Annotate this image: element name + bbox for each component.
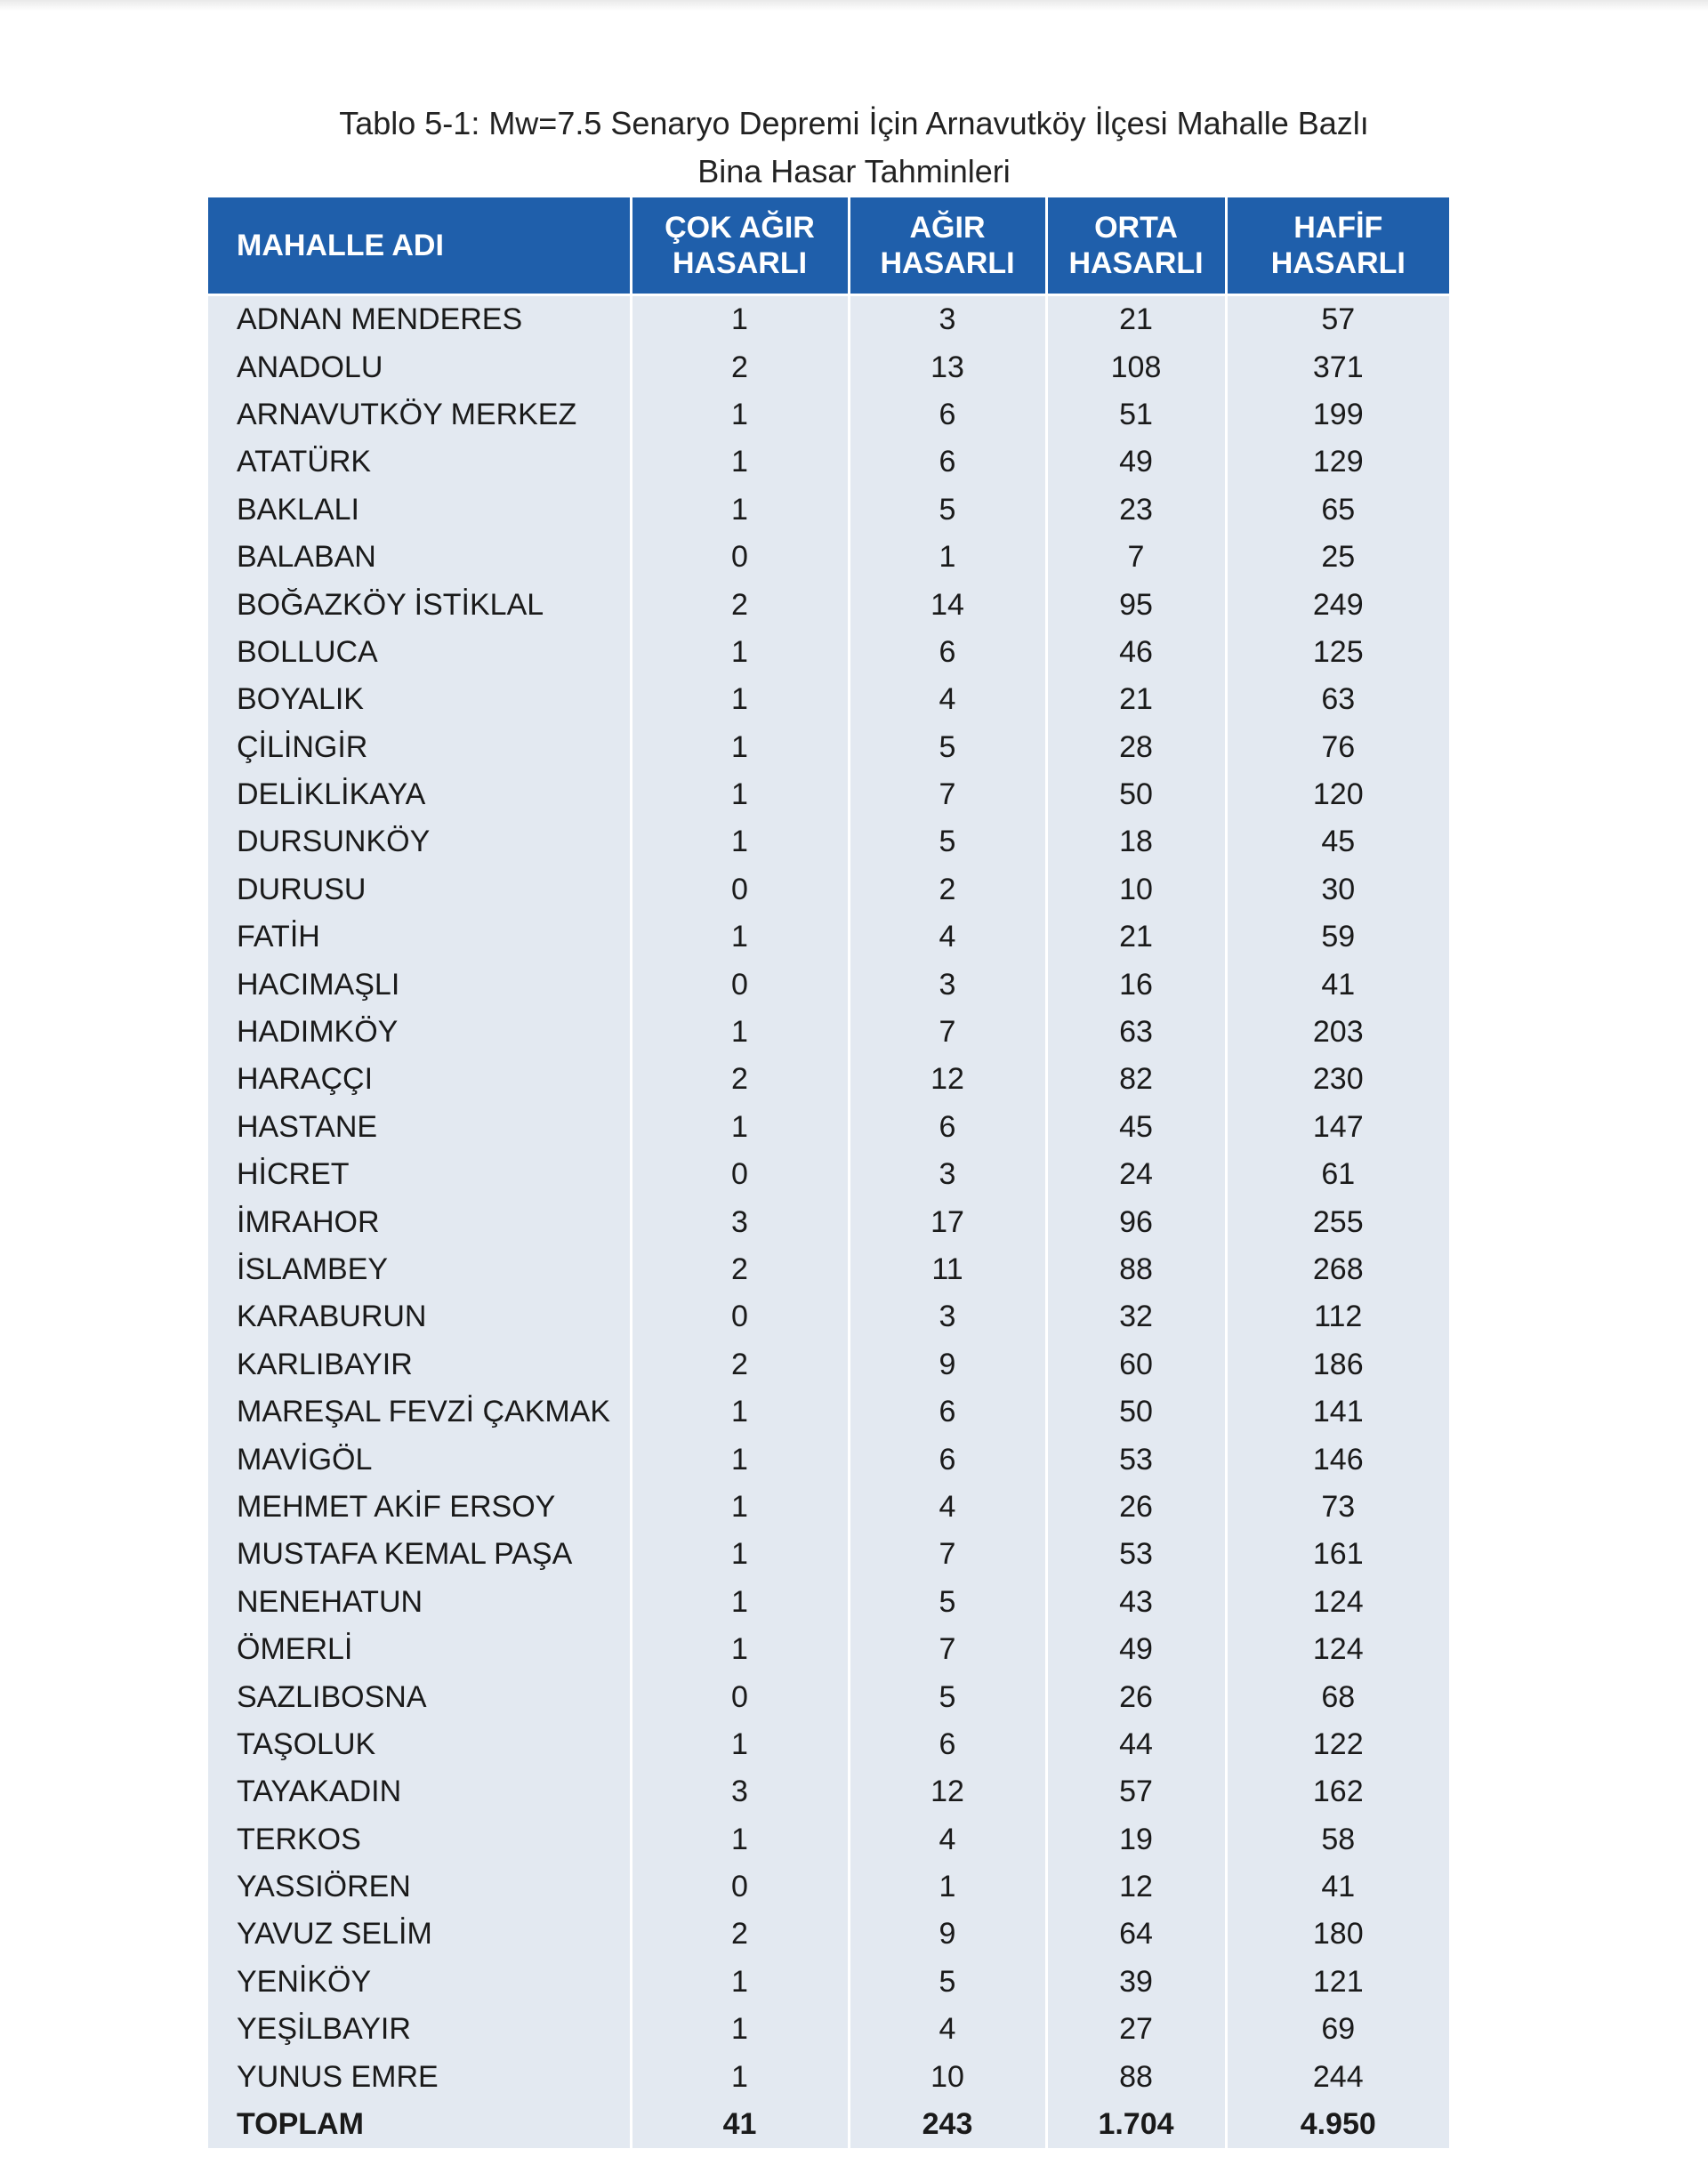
table-row	[208, 1246, 1449, 1293]
very-heavy-count: 1	[631, 1579, 849, 1626]
light-count: 122	[1226, 1721, 1449, 1768]
neighborhood-name: BOLLUCA	[208, 629, 631, 676]
heavy-count: 7	[849, 1531, 1046, 1578]
table-row	[208, 818, 1449, 865]
light-count: 180	[1226, 1911, 1449, 1958]
moderate-count: 26	[1046, 1484, 1226, 1531]
heavy-count: 5	[849, 724, 1046, 771]
header-very-heavy-damage	[631, 197, 849, 295]
very-heavy-count: 1	[631, 487, 849, 534]
table-row	[208, 1484, 1449, 1531]
very-heavy-count: 1	[631, 391, 849, 439]
very-heavy-count: 3	[631, 1768, 849, 1815]
light-count: 59	[1226, 913, 1449, 961]
table-row	[208, 1531, 1449, 1578]
heavy-count: 7	[849, 1626, 1046, 1673]
light-count: 61	[1226, 1151, 1449, 1198]
total-moderate: 1.704	[1046, 2101, 1226, 2148]
neighborhood-name: BOĞAZKÖY İSTİKLAL	[208, 581, 631, 628]
table-row	[208, 724, 1449, 771]
table-row	[208, 1293, 1449, 1340]
moderate-count: 95	[1046, 581, 1226, 628]
total-heavy: 243	[849, 2101, 1046, 2148]
heavy-count: 6	[849, 391, 1046, 439]
header-moderate-line-1: ORTA	[1094, 211, 1178, 245]
very-heavy-count: 1	[631, 913, 849, 961]
neighborhood-name: BOYALIK	[208, 676, 631, 723]
table-row	[208, 866, 1449, 913]
heavy-count: 13	[849, 343, 1046, 390]
damage-estimates-table	[208, 197, 1449, 2148]
very-heavy-count: 1	[631, 2053, 849, 2100]
light-count: 57	[1226, 295, 1449, 344]
table-row	[208, 534, 1449, 581]
table-row	[208, 961, 1449, 1008]
very-heavy-count: 1	[631, 295, 849, 344]
neighborhood-name: MAVİGÖL	[208, 1436, 631, 1483]
table-row	[208, 1104, 1449, 1151]
moderate-count: 57	[1046, 1768, 1226, 1815]
light-count: 58	[1226, 1816, 1449, 1863]
neighborhood-name: YUNUS EMRE	[208, 2053, 631, 2100]
heavy-count: 9	[849, 1911, 1046, 1958]
neighborhood-name: TAYAKADIN	[208, 1768, 631, 1815]
header-neighborhood-name: MAHALLE ADI	[208, 197, 631, 295]
neighborhood-name: NENEHATUN	[208, 1579, 631, 1626]
table-caption	[0, 100, 1708, 196]
neighborhood-name: MUSTAFA KEMAL PAŞA	[208, 1531, 631, 1578]
neighborhood-name: İMRAHOR	[208, 1198, 631, 1245]
light-count: 230	[1226, 1056, 1449, 1103]
table-row	[208, 1056, 1449, 1103]
neighborhood-name: DURSUNKÖY	[208, 818, 631, 865]
heavy-count: 12	[849, 1768, 1046, 1815]
moderate-count: 18	[1046, 818, 1226, 865]
table-row	[208, 439, 1449, 486]
light-count: 124	[1226, 1579, 1449, 1626]
very-heavy-count: 0	[631, 1151, 849, 1198]
moderate-count: 39	[1046, 1959, 1226, 2006]
heavy-count: 4	[849, 1484, 1046, 1531]
top-edge-shadow	[0, 0, 1708, 11]
heavy-count: 5	[849, 1673, 1046, 1720]
light-count: 30	[1226, 866, 1449, 913]
moderate-count: 19	[1046, 1816, 1226, 1863]
table-row	[208, 2006, 1449, 2053]
light-count: 147	[1226, 1104, 1449, 1151]
moderate-count: 44	[1046, 1721, 1226, 1768]
heavy-count: 3	[849, 961, 1046, 1008]
very-heavy-count: 1	[631, 1626, 849, 1673]
light-count: 244	[1226, 2053, 1449, 2100]
heavy-count: 6	[849, 1721, 1046, 1768]
neighborhood-name: ANADOLU	[208, 343, 631, 390]
neighborhood-name: İSLAMBEY	[208, 1246, 631, 1293]
very-heavy-count: 0	[631, 534, 849, 581]
moderate-count: 21	[1046, 295, 1226, 344]
light-count: 41	[1226, 961, 1449, 1008]
neighborhood-name: ATATÜRK	[208, 439, 631, 486]
very-heavy-count: 0	[631, 1673, 849, 1720]
header-light-line-2: HASARLI	[1270, 246, 1406, 280]
neighborhood-name: YEŞİLBAYIR	[208, 2006, 631, 2053]
very-heavy-count: 2	[631, 1056, 849, 1103]
neighborhood-name: ÖMERLİ	[208, 1626, 631, 1673]
very-heavy-count: 1	[631, 771, 849, 818]
total-very-heavy: 41	[631, 2101, 849, 2148]
moderate-count: 50	[1046, 771, 1226, 818]
heavy-count: 6	[849, 1436, 1046, 1483]
header-moderate-damage	[1046, 197, 1226, 295]
neighborhood-name: HASTANE	[208, 1104, 631, 1151]
heavy-count: 3	[849, 295, 1046, 344]
light-count: 141	[1226, 1388, 1449, 1436]
table-row	[208, 1579, 1449, 1626]
table-row	[208, 581, 1449, 628]
neighborhood-name: TAŞOLUK	[208, 1721, 631, 1768]
heavy-count: 11	[849, 1246, 1046, 1293]
very-heavy-count: 1	[631, 1484, 849, 1531]
damage-table-container	[208, 197, 1449, 2148]
light-count: 371	[1226, 343, 1449, 390]
light-count: 162	[1226, 1768, 1449, 1815]
neighborhood-name: YAVUZ SELİM	[208, 1911, 631, 1958]
light-count: 146	[1226, 1436, 1449, 1483]
light-count: 65	[1226, 487, 1449, 534]
table-body	[208, 295, 1449, 2149]
header-very-heavy-line-2: HASARLI	[672, 246, 808, 280]
moderate-count: 45	[1046, 1104, 1226, 1151]
table-row	[208, 1009, 1449, 1056]
moderate-count: 64	[1046, 1911, 1226, 1958]
neighborhood-name: BALABAN	[208, 534, 631, 581]
neighborhood-name: KARABURUN	[208, 1293, 631, 1340]
moderate-count: 12	[1046, 1863, 1226, 1911]
header-light-damage	[1226, 197, 1449, 295]
moderate-count: 49	[1046, 439, 1226, 486]
heavy-count: 4	[849, 913, 1046, 961]
caption-line-2: Bina Hasar Tahminleri	[697, 153, 1011, 189]
moderate-count: 43	[1046, 1579, 1226, 1626]
light-count: 112	[1226, 1293, 1449, 1340]
heavy-count: 6	[849, 1388, 1046, 1436]
light-count: 68	[1226, 1673, 1449, 1720]
table-row	[208, 1341, 1449, 1388]
moderate-count: 46	[1046, 629, 1226, 676]
heavy-count: 6	[849, 1104, 1046, 1151]
moderate-count: 49	[1046, 1626, 1226, 1673]
moderate-count: 23	[1046, 487, 1226, 534]
very-heavy-count: 1	[631, 2006, 849, 2053]
header-heavy-line-1: AĞIR	[909, 211, 986, 245]
table-row	[208, 1673, 1449, 1720]
neighborhood-name: DELİKLİKAYA	[208, 771, 631, 818]
light-count: 41	[1226, 1863, 1449, 1911]
moderate-count: 27	[1046, 2006, 1226, 2053]
moderate-count: 60	[1046, 1341, 1226, 1388]
neighborhood-name: YASSIÖREN	[208, 1863, 631, 1911]
moderate-count: 63	[1046, 1009, 1226, 1056]
neighborhood-name: SAZLIBOSNA	[208, 1673, 631, 1720]
header-heavy-line-2: HASARLI	[880, 246, 1015, 280]
moderate-count: 10	[1046, 866, 1226, 913]
table-row	[208, 487, 1449, 534]
very-heavy-count: 1	[631, 1388, 849, 1436]
header-very-heavy-line-1: ÇOK AĞIR	[665, 211, 815, 245]
light-count: 63	[1226, 676, 1449, 723]
very-heavy-count: 1	[631, 629, 849, 676]
moderate-count: 108	[1046, 343, 1226, 390]
heavy-count: 1	[849, 534, 1046, 581]
heavy-count: 3	[849, 1151, 1046, 1198]
heavy-count: 12	[849, 1056, 1046, 1103]
heavy-count: 14	[849, 581, 1046, 628]
table-row	[208, 1626, 1449, 1673]
very-heavy-count: 1	[631, 1816, 849, 1863]
very-heavy-count: 0	[631, 1293, 849, 1340]
very-heavy-count: 2	[631, 343, 849, 390]
heavy-count: 5	[849, 487, 1046, 534]
table-row	[208, 295, 1449, 344]
moderate-count: 53	[1046, 1436, 1226, 1483]
table-header-row	[208, 197, 1449, 295]
neighborhood-name: ADNAN MENDERES	[208, 295, 631, 344]
light-count: 199	[1226, 391, 1449, 439]
moderate-count: 24	[1046, 1151, 1226, 1198]
light-count: 249	[1226, 581, 1449, 628]
very-heavy-count: 1	[631, 1531, 849, 1578]
light-count: 186	[1226, 1341, 1449, 1388]
very-heavy-count: 1	[631, 676, 849, 723]
light-count: 45	[1226, 818, 1449, 865]
heavy-count: 9	[849, 1341, 1046, 1388]
neighborhood-name: ARNAVUTKÖY MERKEZ	[208, 391, 631, 439]
moderate-count: 16	[1046, 961, 1226, 1008]
light-count: 76	[1226, 724, 1449, 771]
neighborhood-name: YENİKÖY	[208, 1959, 631, 2006]
table-row	[208, 771, 1449, 818]
very-heavy-count: 2	[631, 1341, 849, 1388]
heavy-count: 6	[849, 629, 1046, 676]
very-heavy-count: 0	[631, 961, 849, 1008]
light-count: 203	[1226, 1009, 1449, 1056]
heavy-count: 5	[849, 1579, 1046, 1626]
header-moderate-line-2: HASARLI	[1068, 246, 1204, 280]
light-count: 69	[1226, 2006, 1449, 2053]
neighborhood-name: MEHMET AKİF ERSOY	[208, 1484, 631, 1531]
table-row	[208, 1911, 1449, 1958]
table-row	[208, 1388, 1449, 1436]
moderate-count: 82	[1046, 1056, 1226, 1103]
very-heavy-count: 1	[631, 1009, 849, 1056]
heavy-count: 3	[849, 1293, 1046, 1340]
table-row	[208, 913, 1449, 961]
table-row	[208, 1151, 1449, 1198]
moderate-count: 50	[1046, 1388, 1226, 1436]
very-heavy-count: 3	[631, 1198, 849, 1245]
table-row	[208, 391, 1449, 439]
heavy-count: 5	[849, 818, 1046, 865]
very-heavy-count: 1	[631, 439, 849, 486]
light-count: 255	[1226, 1198, 1449, 1245]
heavy-count: 4	[849, 676, 1046, 723]
table-row	[208, 1863, 1449, 1911]
table-row	[208, 2053, 1449, 2100]
neighborhood-name: MAREŞAL FEVZİ ÇAKMAK	[208, 1388, 631, 1436]
light-count: 125	[1226, 629, 1449, 676]
table-row	[208, 1198, 1449, 1245]
table-row	[208, 676, 1449, 723]
neighborhood-name: HİCRET	[208, 1151, 631, 1198]
moderate-count: 21	[1046, 913, 1226, 961]
table-row	[208, 1816, 1449, 1863]
moderate-count: 88	[1046, 2053, 1226, 2100]
light-count: 268	[1226, 1246, 1449, 1293]
very-heavy-count: 1	[631, 724, 849, 771]
table-row	[208, 1436, 1449, 1483]
total-light: 4.950	[1226, 2101, 1449, 2148]
caption-line-1: Tablo 5-1: Mw=7.5 Senaryo Depremi İçin Arnavutköy İlçesi Mahalle Bazlı	[339, 105, 1369, 141]
neighborhood-name: TERKOS	[208, 1816, 631, 1863]
table-row	[208, 343, 1449, 390]
moderate-count: 88	[1046, 1246, 1226, 1293]
light-count: 124	[1226, 1626, 1449, 1673]
header-light-line-1: HAFİF	[1293, 211, 1383, 245]
neighborhood-name: KARLIBAYIR	[208, 1341, 631, 1388]
very-heavy-count: 2	[631, 1246, 849, 1293]
moderate-count: 21	[1046, 676, 1226, 723]
very-heavy-count: 2	[631, 1911, 849, 1958]
moderate-count: 7	[1046, 534, 1226, 581]
light-count: 129	[1226, 439, 1449, 486]
very-heavy-count: 0	[631, 1863, 849, 1911]
total-label: TOPLAM	[208, 2101, 631, 2148]
heavy-count: 1	[849, 1863, 1046, 1911]
heavy-count: 17	[849, 1198, 1046, 1245]
moderate-count: 26	[1046, 1673, 1226, 1720]
heavy-count: 6	[849, 439, 1046, 486]
very-heavy-count: 1	[631, 1959, 849, 2006]
table-row	[208, 1721, 1449, 1768]
table-row	[208, 1959, 1449, 2006]
moderate-count: 96	[1046, 1198, 1226, 1245]
heavy-count: 7	[849, 1009, 1046, 1056]
heavy-count: 5	[849, 1959, 1046, 2006]
moderate-count: 53	[1046, 1531, 1226, 1578]
very-heavy-count: 1	[631, 1436, 849, 1483]
moderate-count: 51	[1046, 391, 1226, 439]
neighborhood-name: HADIMKÖY	[208, 1009, 631, 1056]
moderate-count: 32	[1046, 1293, 1226, 1340]
light-count: 120	[1226, 771, 1449, 818]
neighborhood-name: BAKLALI	[208, 487, 631, 534]
heavy-count: 4	[849, 1816, 1046, 1863]
heavy-count: 2	[849, 866, 1046, 913]
very-heavy-count: 1	[631, 818, 849, 865]
light-count: 161	[1226, 1531, 1449, 1578]
very-heavy-count: 1	[631, 1721, 849, 1768]
table-row	[208, 1768, 1449, 1815]
very-heavy-count: 2	[631, 581, 849, 628]
very-heavy-count: 0	[631, 866, 849, 913]
very-heavy-count: 1	[631, 1104, 849, 1151]
heavy-count: 7	[849, 771, 1046, 818]
neighborhood-name: DURUSU	[208, 866, 631, 913]
light-count: 25	[1226, 534, 1449, 581]
light-count: 121	[1226, 1959, 1449, 2006]
neighborhood-name: HACIMAŞLI	[208, 961, 631, 1008]
light-count: 73	[1226, 1484, 1449, 1531]
heavy-count: 4	[849, 2006, 1046, 2053]
heavy-count: 10	[849, 2053, 1046, 2100]
moderate-count: 28	[1046, 724, 1226, 771]
table-total-row	[208, 2101, 1449, 2148]
neighborhood-name: HARAÇÇI	[208, 1056, 631, 1103]
header-heavy-damage	[849, 197, 1046, 295]
neighborhood-name: ÇİLİNGİR	[208, 724, 631, 771]
neighborhood-name: FATİH	[208, 913, 631, 961]
table-row	[208, 629, 1449, 676]
